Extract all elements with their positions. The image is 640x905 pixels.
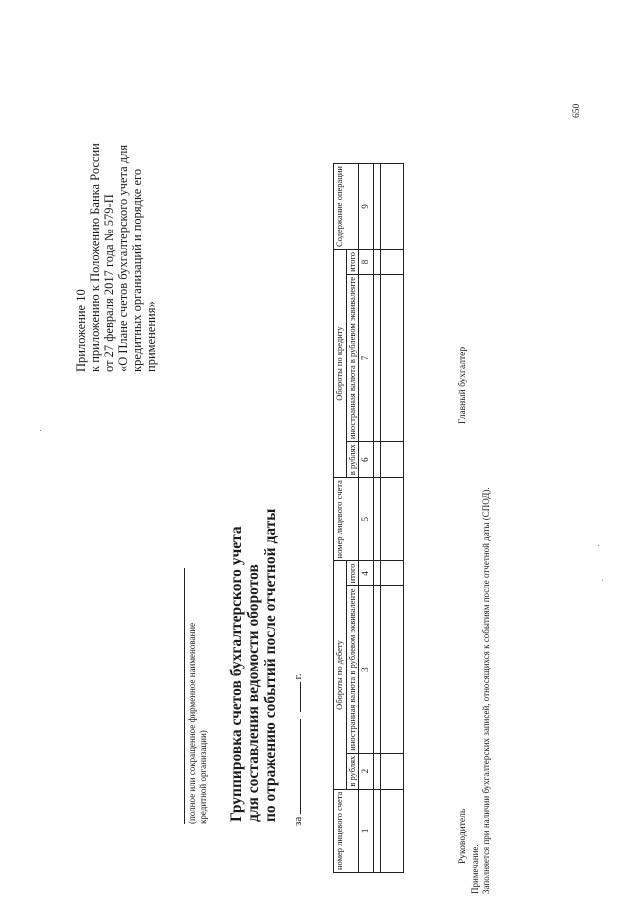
- col-header-account: номер лицевого счета: [334, 789, 359, 872]
- period-blank: [290, 682, 301, 712]
- column-number: 2: [359, 753, 374, 789]
- debit-group-header: Обороты по дебету: [334, 561, 347, 789]
- table-row: [381, 164, 404, 873]
- period-blank: [290, 719, 301, 814]
- appendix-line: к приложению к Положению Банка России: [88, 143, 102, 372]
- column-number-row: [359, 164, 374, 873]
- col-header-debit-rub: в рублях: [346, 753, 359, 789]
- page-number: 650: [572, 103, 582, 118]
- credit-group-header: Обороты по кредиту: [334, 249, 347, 477]
- organization-caption: (полное или сокращенное фирменное наименование: [187, 622, 197, 824]
- appendix-line: кредитных организаций и порядке его: [130, 168, 144, 372]
- col-header-credit-rub: в рублях: [346, 442, 359, 478]
- scan-speck: [598, 545, 599, 546]
- head-signature-label: Руководитель: [458, 808, 468, 864]
- note: [470, 487, 491, 894]
- column-number: 6: [359, 442, 374, 478]
- period-prefix: за: [292, 816, 304, 826]
- document-title: [228, 509, 279, 822]
- accounts-table: [333, 163, 404, 873]
- column-number: 3: [359, 586, 374, 753]
- chief-accountant-signature-label: Главный бухгалтер: [458, 346, 468, 425]
- title-line: по отражению событий после отчетной даты: [262, 508, 279, 822]
- organization-name-line: [184, 568, 185, 824]
- title-line: для составления ведомости оборотов: [245, 564, 262, 822]
- column-number: 7: [359, 274, 374, 441]
- period-suffix: г.: [292, 673, 304, 680]
- signatures: [458, 347, 468, 864]
- organization-caption: кредитной организации): [198, 730, 208, 824]
- column-number: 5: [359, 478, 374, 561]
- reporting-period: [290, 673, 304, 826]
- scan-speck: [602, 580, 603, 581]
- column-number: 4: [359, 561, 374, 586]
- appendix-line: от 27 февраля 2017 года № 579-П: [102, 194, 116, 372]
- col-header-debit-total: итого: [346, 561, 359, 586]
- col-header-credit-total: итого: [346, 249, 359, 274]
- appendix-line: «О Плане счетов бухгалтерского учета для: [116, 144, 130, 372]
- appendix-header: [74, 143, 158, 372]
- scan-speck: [40, 430, 41, 431]
- table-row: [374, 164, 381, 873]
- column-number: 1: [359, 789, 374, 872]
- appendix-line: Приложение 10: [74, 289, 88, 372]
- title-line: Группировка счетов бухгалтерского учета: [228, 526, 245, 822]
- organization-name-field: [184, 568, 209, 824]
- appendix-line: применения»: [144, 301, 158, 372]
- col-header-account2: номер лицевого счета: [334, 478, 359, 561]
- column-number: 9: [359, 164, 374, 250]
- col-header-debit-foreign: иностранная валюта в рублевом эквиваленте: [346, 586, 359, 753]
- col-header-content: Содержание операции: [334, 164, 359, 250]
- note-label: Примечание.: [470, 844, 480, 894]
- note-text: Заполняется при наличии бухгалтерских записей, относящихся к событиям после отчетной даты (СПОД).: [480, 487, 491, 894]
- col-header-credit-foreign: иностранная валюта в рублевом эквиваленте: [346, 274, 359, 441]
- column-number: 8: [359, 249, 374, 274]
